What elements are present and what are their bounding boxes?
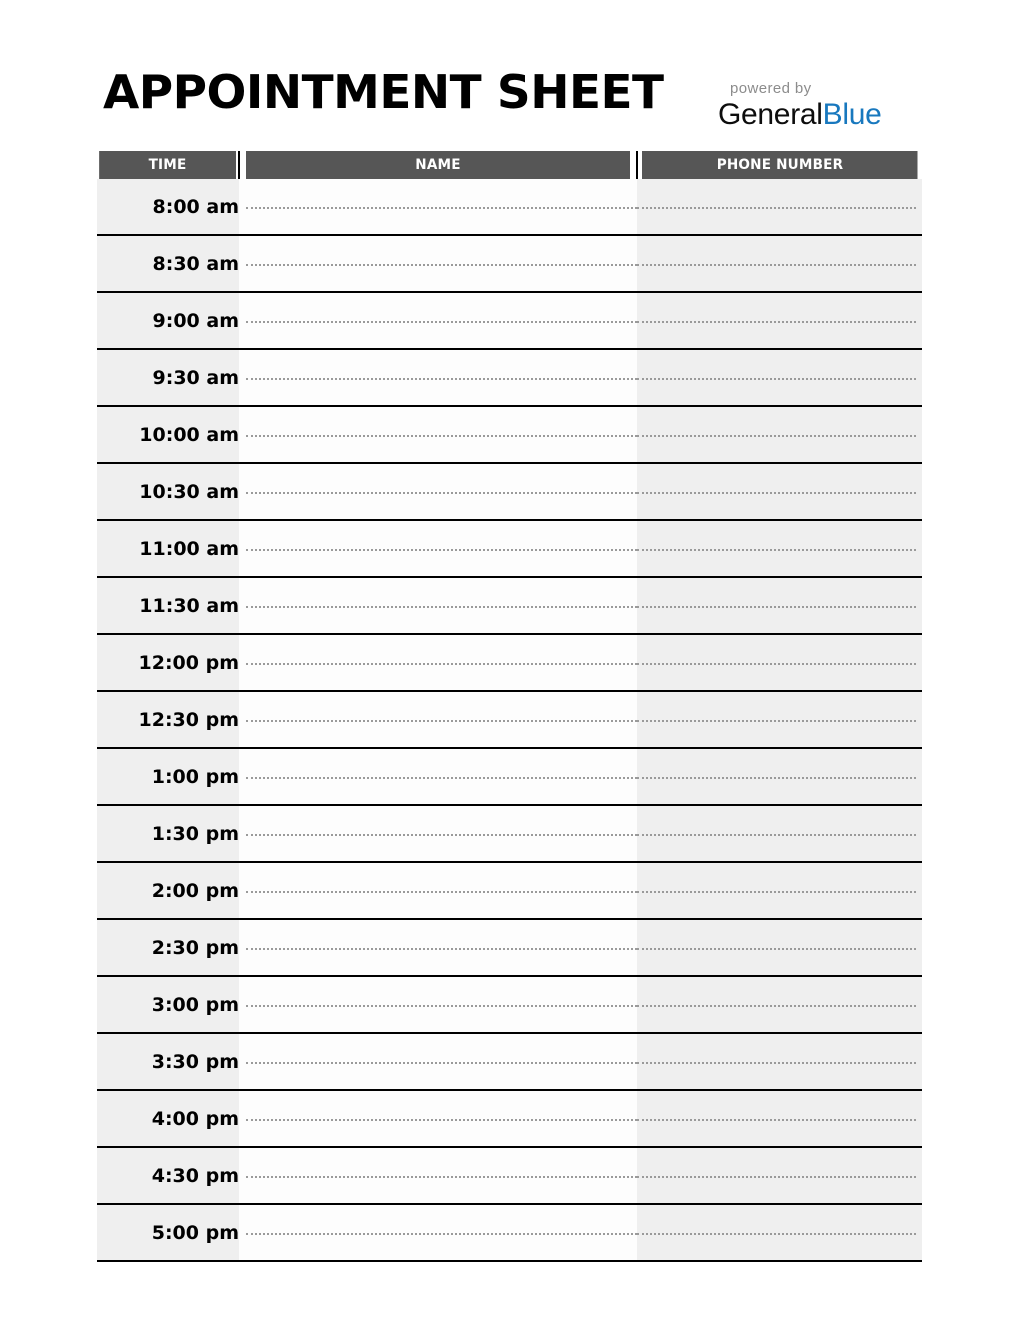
page-title: APPOINTMENT SHEET (103, 65, 664, 119)
appointment-name-field[interactable] (239, 634, 637, 691)
writing-rule-line (637, 891, 916, 893)
appointment-name-field[interactable] (239, 1147, 637, 1204)
powered-by-label: powered by (730, 80, 812, 97)
appointment-phone-field[interactable] (637, 349, 922, 406)
appointment-time-label: 3:00 pm (97, 976, 239, 1033)
appointment-name-field[interactable] (239, 577, 637, 634)
table-row (97, 349, 922, 406)
table-row (97, 976, 922, 1033)
writing-rule-line (637, 435, 916, 437)
appointment-time-label: 1:30 pm (97, 805, 239, 862)
appointment-phone-field[interactable] (637, 520, 922, 577)
writing-rule-line (637, 777, 916, 779)
table-row (97, 406, 922, 463)
writing-rule-line (246, 378, 637, 380)
writing-rule-line (246, 891, 637, 893)
brand-logo (712, 80, 922, 132)
writing-rule-line (246, 606, 637, 608)
table-body (97, 179, 922, 1261)
writing-rule-line (637, 207, 916, 209)
appointment-phone-field[interactable] (637, 976, 922, 1033)
writing-rule-line (637, 948, 916, 950)
appointment-name-field[interactable] (239, 1033, 637, 1090)
appointment-time-label: 10:00 am (97, 406, 239, 463)
table-header-row (97, 151, 922, 179)
appointment-name-field[interactable] (239, 349, 637, 406)
appointment-phone-field[interactable] (637, 691, 922, 748)
appointment-table (97, 151, 922, 1262)
brand-name (712, 98, 922, 132)
appointment-name-field[interactable] (239, 292, 637, 349)
appointment-name-field[interactable] (239, 919, 637, 976)
writing-rule-line (246, 1119, 637, 1121)
appointment-phone-field[interactable] (637, 577, 922, 634)
appointment-name-field[interactable] (239, 235, 637, 292)
writing-rule-line (246, 1233, 637, 1235)
writing-rule-line (246, 948, 637, 950)
table-row (97, 1033, 922, 1090)
writing-rule-line (637, 1233, 916, 1235)
table-header (97, 151, 922, 179)
writing-rule-line (246, 321, 637, 323)
writing-rule-line (246, 1176, 637, 1178)
appointment-phone-field[interactable] (637, 1090, 922, 1147)
writing-rule-line (246, 720, 637, 722)
appointment-time-label: 12:30 pm (97, 691, 239, 748)
appointment-name-field[interactable] (239, 1204, 637, 1261)
table-row (97, 691, 922, 748)
appointment-name-field[interactable] (239, 1090, 637, 1147)
column-header-name: NAME (245, 151, 631, 179)
writing-rule-line (637, 663, 916, 665)
appointment-phone-field[interactable] (637, 919, 922, 976)
appointment-phone-field[interactable] (637, 235, 922, 292)
writing-rule-line (637, 264, 916, 266)
appointment-name-field[interactable] (239, 406, 637, 463)
appointment-time-label: 2:00 pm (97, 862, 239, 919)
appointment-phone-field[interactable] (637, 1204, 922, 1261)
table-row (97, 862, 922, 919)
appointment-phone-field[interactable] (637, 179, 922, 235)
writing-rule-line (246, 663, 637, 665)
brand-name-general: General (718, 98, 823, 131)
table-row (97, 805, 922, 862)
table-row (97, 577, 922, 634)
appointment-time-label: 4:00 pm (97, 1090, 239, 1147)
writing-rule-line (246, 834, 637, 836)
column-header-phone-number: PHONE NUMBER (641, 151, 917, 179)
appointment-time-label: 8:00 am (97, 179, 239, 235)
appointment-phone-field[interactable] (637, 634, 922, 691)
writing-rule-line (246, 777, 637, 779)
appointment-phone-field[interactable] (637, 1033, 922, 1090)
writing-rule-line (637, 378, 916, 380)
appointment-phone-field[interactable] (637, 748, 922, 805)
appointment-phone-field[interactable] (637, 292, 922, 349)
writing-rule-line (637, 1005, 916, 1007)
appointment-time-label: 9:00 am (97, 292, 239, 349)
table-row (97, 1204, 922, 1261)
writing-rule-line (637, 606, 916, 608)
writing-rule-line (246, 435, 637, 437)
appointment-name-field[interactable] (239, 805, 637, 862)
writing-rule-line (246, 492, 637, 494)
table-row (97, 748, 922, 805)
appointment-time-label: 11:30 am (97, 577, 239, 634)
table-row (97, 179, 922, 235)
table-row (97, 634, 922, 691)
writing-rule-line (637, 720, 916, 722)
writing-rule-line (637, 549, 916, 551)
table-row (97, 292, 922, 349)
table-row (97, 919, 922, 976)
appointment-time-label: 4:30 pm (97, 1147, 239, 1204)
writing-rule-line (246, 549, 637, 551)
appointment-time-label: 8:30 am (97, 235, 239, 292)
appointment-time-label: 9:30 am (97, 349, 239, 406)
table-row (97, 520, 922, 577)
appointment-time-label: 1:00 pm (97, 748, 239, 805)
appointment-name-field[interactable] (239, 691, 637, 748)
table-row (97, 1090, 922, 1147)
appointment-time-label: 10:30 am (97, 463, 239, 520)
appointment-name-field[interactable] (239, 748, 637, 805)
appointment-time-label: 5:00 pm (97, 1204, 239, 1261)
sheet-header (97, 62, 922, 140)
writing-rule-line (246, 207, 637, 209)
appointment-phone-field[interactable] (637, 862, 922, 919)
writing-rule-line (246, 1062, 637, 1064)
appointment-phone-field[interactable] (637, 463, 922, 520)
writing-rule-line (637, 492, 916, 494)
appointment-time-label: 12:00 pm (97, 634, 239, 691)
appointment-name-field[interactable] (239, 463, 637, 520)
appointment-phone-field[interactable] (637, 1147, 922, 1204)
writing-rule-line (637, 1119, 916, 1121)
appointment-time-label: 2:30 pm (97, 919, 239, 976)
writing-rule-line (637, 834, 916, 836)
appointment-time-label: 11:00 am (97, 520, 239, 577)
table-row (97, 1147, 922, 1204)
writing-rule-line (637, 1062, 916, 1064)
table-row (97, 463, 922, 520)
appointment-phone-field[interactable] (637, 406, 922, 463)
writing-rule-line (246, 264, 637, 266)
appointment-name-field[interactable] (239, 862, 637, 919)
column-header-time: TIME (99, 151, 237, 179)
appointment-phone-field[interactable] (637, 805, 922, 862)
table-row (97, 235, 922, 292)
appointment-name-field[interactable] (239, 179, 637, 235)
writing-rule-line (246, 1005, 637, 1007)
appointment-time-label: 3:30 pm (97, 1033, 239, 1090)
appointment-name-field[interactable] (239, 976, 637, 1033)
writing-rule-line (637, 321, 916, 323)
writing-rule-line (637, 1176, 916, 1178)
appointment-name-field[interactable] (239, 520, 637, 577)
brand-name-blue: Blue (822, 98, 882, 131)
